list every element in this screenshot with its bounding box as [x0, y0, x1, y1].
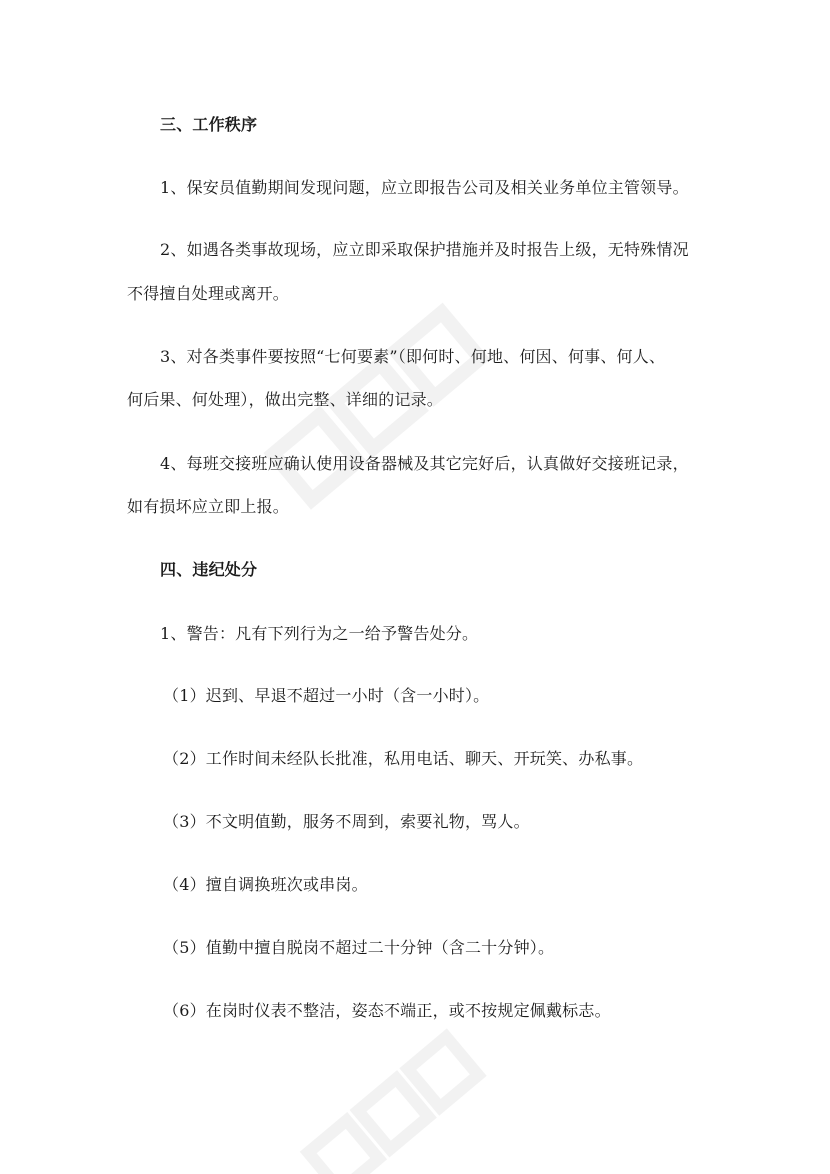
section3-item2-line1: 2、如遇各类事故现场，应立即采取保护措施并及时报告上级，无特殊情况 [160, 240, 689, 259]
section3-item4-line1: 4、每班交接班应确认使用设备器械及其它完好后，认真做好交接班记录， [160, 454, 689, 473]
section4-item1: 1、警告：凡有下列行为之一给予警告处分。 [160, 624, 479, 643]
list-item: （2）工作时间未经队长批准，私用电话、聊天、开玩笑、办私事。 [163, 749, 644, 768]
section3-item2-line2: 不得擅自处理或离开。 [127, 284, 290, 303]
section4-heading: 四、违纪处分 [160, 560, 258, 579]
list-item: （6）在岗时仪表不整洁，姿态不端正，或不按规定佩戴标志。 [163, 1001, 611, 1020]
watermark-icon [290, 1010, 490, 1174]
list-item: （1）迟到、早退不超过一小时（含一小时）。 [163, 686, 490, 705]
list-item: （5）值勤中擅自脱岗不超过二十分钟（含二十分钟）。 [163, 938, 555, 957]
section3-item4-line2: 如有损坏应立即上报。 [127, 497, 290, 516]
list-item: （3）不文明值勤，服务不周到，索要礼物，骂人。 [163, 812, 530, 831]
section3-item3-line2: 何后果、何处理），做出完整、详细的记录。 [127, 390, 444, 409]
section3-heading: 三、工作秩序 [160, 115, 258, 134]
section3-item3-line1: 3、对各类事件要按照“七何要素”（即何时、何地、何因、何事、何人、 [160, 347, 666, 366]
section3-item1: 1、保安员值勤期间发现问题，应立即报告公司及相关业务单位主管领导。 [160, 178, 689, 197]
list-item: （4）擅自调换班次或串岗。 [163, 875, 368, 894]
